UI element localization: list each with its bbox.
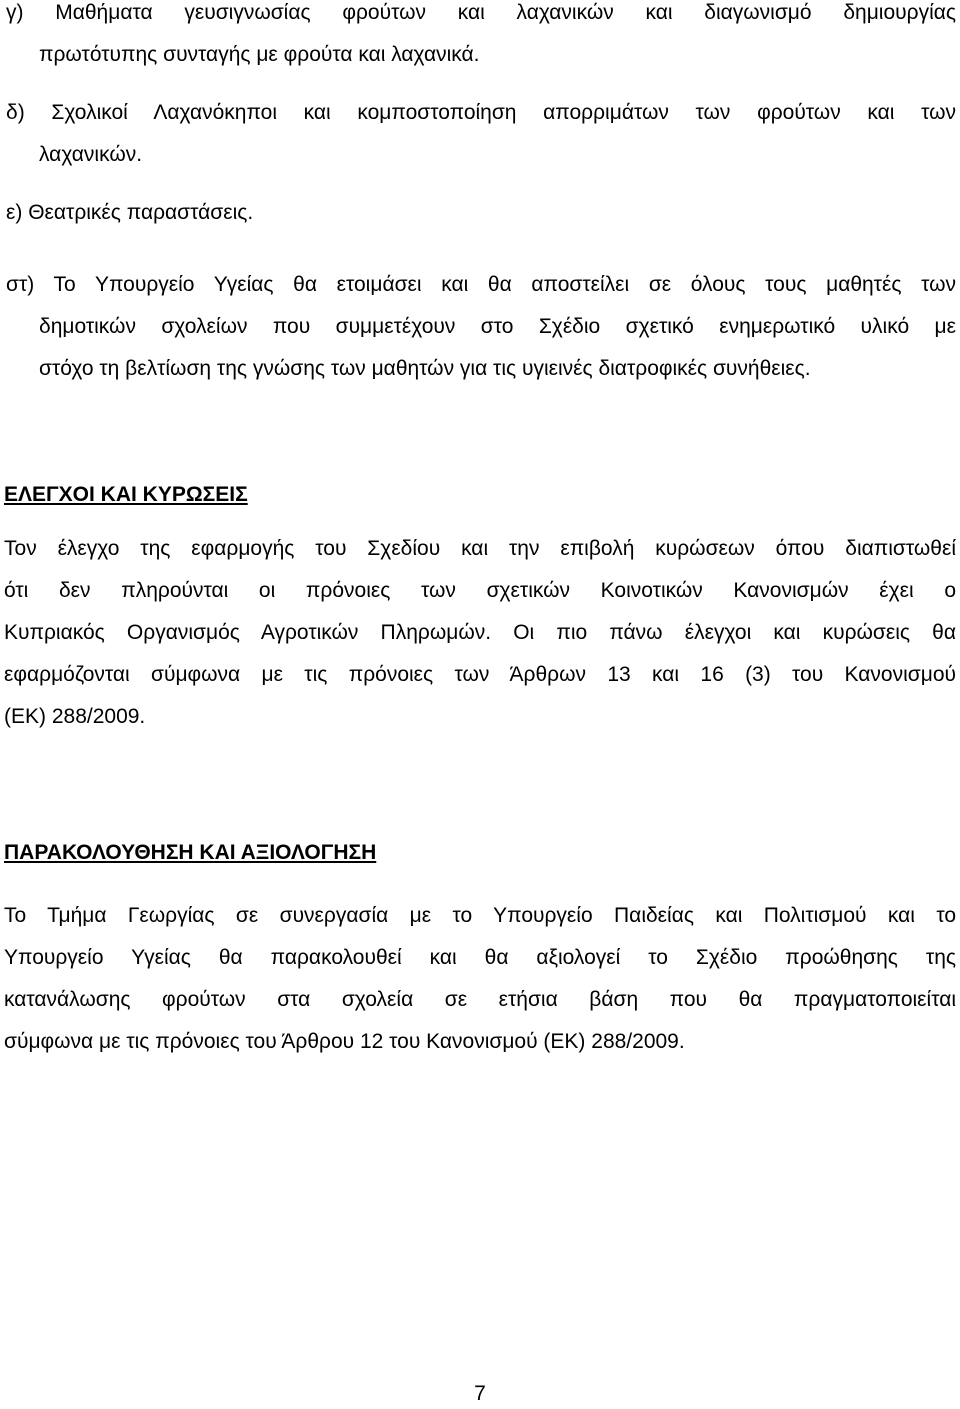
paragraph-line: εφαρμόζονται σύμφωνα με τις πρόνοιες των Άρθρων 13 και 16 (3) του Κανονισμού [4,663,956,686]
list-item-stigma-tau [6,264,956,390]
paragraph-line: σύμφωνα με τις πρόνοιες του Άρθρου 12 του Κανονισμού (ΕΚ) 288/2009. [4,1030,685,1053]
list-item-line: στόχο τη βελτίωση της γνώσης των μαθητών για τις υγιεινές διατροφικές συνήθειες. [39,357,811,380]
paragraph-line: Το Τμήμα Γεωργίας σε συνεργασία με το Υπουργείο Παιδείας και Πολιτισμού και το [4,904,956,927]
paragraph-line: Κυπριακός Οργανισμός Αγροτικών Πληρωμών. Οι πιο πάνω έλεγχοι και κυρώσεις θα [4,621,956,644]
paragraph-line: Υπουργείο Υγείας θα παρακολουθεί και θα αξιολογεί το Σχέδιο προώθησης της [4,946,956,969]
section-heading-monitoring: ΠΑΡΑΚΟΛΟΥΘΗΣΗ ΚΑΙ ΑΞΙΟΛΟΓΗΣΗ [4,841,377,864]
section-paragraph-controls [4,528,956,738]
paragraph-line: Τον έλεγχο της εφαρμογής του Σχεδίου και την επιβολή κυρώσεων όπου διαπιστωθεί [4,537,956,560]
paragraph-line: (ΕΚ) 288/2009. [4,705,146,728]
list-item-line: πρωτότυπης συνταγής με φρούτα και λαχανικά. [39,43,480,66]
list-item-line: γ) Μαθήματα γευσιγνωσίας φρούτων και λαχανικών και διαγωνισμό δημιουργίας [6,1,956,24]
list-item-gamma [6,0,956,76]
paragraph-line: κατανάλωσης φρούτων στα σχολεία σε ετήσια βάση που θα πραγματοποιείται [4,988,956,1011]
paragraph-line: ότι δεν πληρούνται οι πρόνοιες των σχετικών Κοινοτικών Κανονισμών έχει ο [4,579,956,602]
list-item-line: δ) Σχολικοί Λαχανόκηποι και κομποστοποίηση απορριμάτων των φρούτων και των [6,101,956,124]
list-item-delta [6,92,956,176]
list-item-epsilon [6,192,956,234]
section-paragraph-monitoring [4,895,956,1063]
list-item-line: στ) Το Υπουργείο Υγείας θα ετοιμάσει και θα αποστείλει σε όλους τους μαθητές των [6,273,956,296]
page-number: 7 [474,1382,486,1405]
list-item-line: λαχανικών. [39,143,143,166]
list-item-line: δημοτικών σχολείων που συμμετέχουν στο Σχέδιο σχετικό ενημερωτικό υλικό με [39,315,956,338]
list-item-line: ε) Θεατρικές παραστάσεις. [6,201,254,224]
section-heading-controls: ΕΛΕΓΧΟΙ ΚΑΙ ΚΥΡΩΣΕΙΣ [4,483,248,506]
